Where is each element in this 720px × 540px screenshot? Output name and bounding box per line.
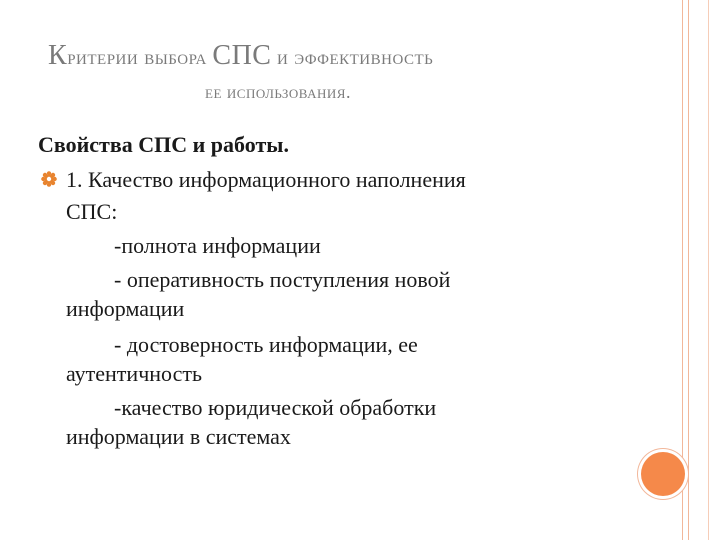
orange-circle-decoration xyxy=(641,452,685,496)
title-part: и эффективность xyxy=(276,44,434,69)
list-item: -качество юридической обработки xyxy=(114,395,437,420)
title-part: ритерии выбора xyxy=(67,44,207,69)
title-acronym: СПС xyxy=(212,40,272,71)
list-item: 1. Качество информационного наполнения xyxy=(66,167,466,192)
list-item: - оперативность поступления новой xyxy=(114,267,451,292)
right-border-line xyxy=(682,0,683,540)
list-item: информации xyxy=(66,296,185,321)
list-item: СПС: xyxy=(66,199,118,224)
list-item: -полнота информации xyxy=(114,233,321,258)
list-item: - достоверность информации, ее xyxy=(114,332,418,357)
gear-flower-icon xyxy=(41,171,57,187)
list-item: информации в системах xyxy=(66,424,291,449)
right-border-line xyxy=(708,0,709,540)
title-initial: К xyxy=(48,40,68,71)
slide-title xyxy=(48,40,648,72)
right-border-line xyxy=(688,0,689,540)
section-heading: Свойства СПС и работы. xyxy=(38,132,289,157)
list-item: аутентичность xyxy=(66,361,202,386)
slide-title-line2: ее использования. xyxy=(205,82,351,102)
